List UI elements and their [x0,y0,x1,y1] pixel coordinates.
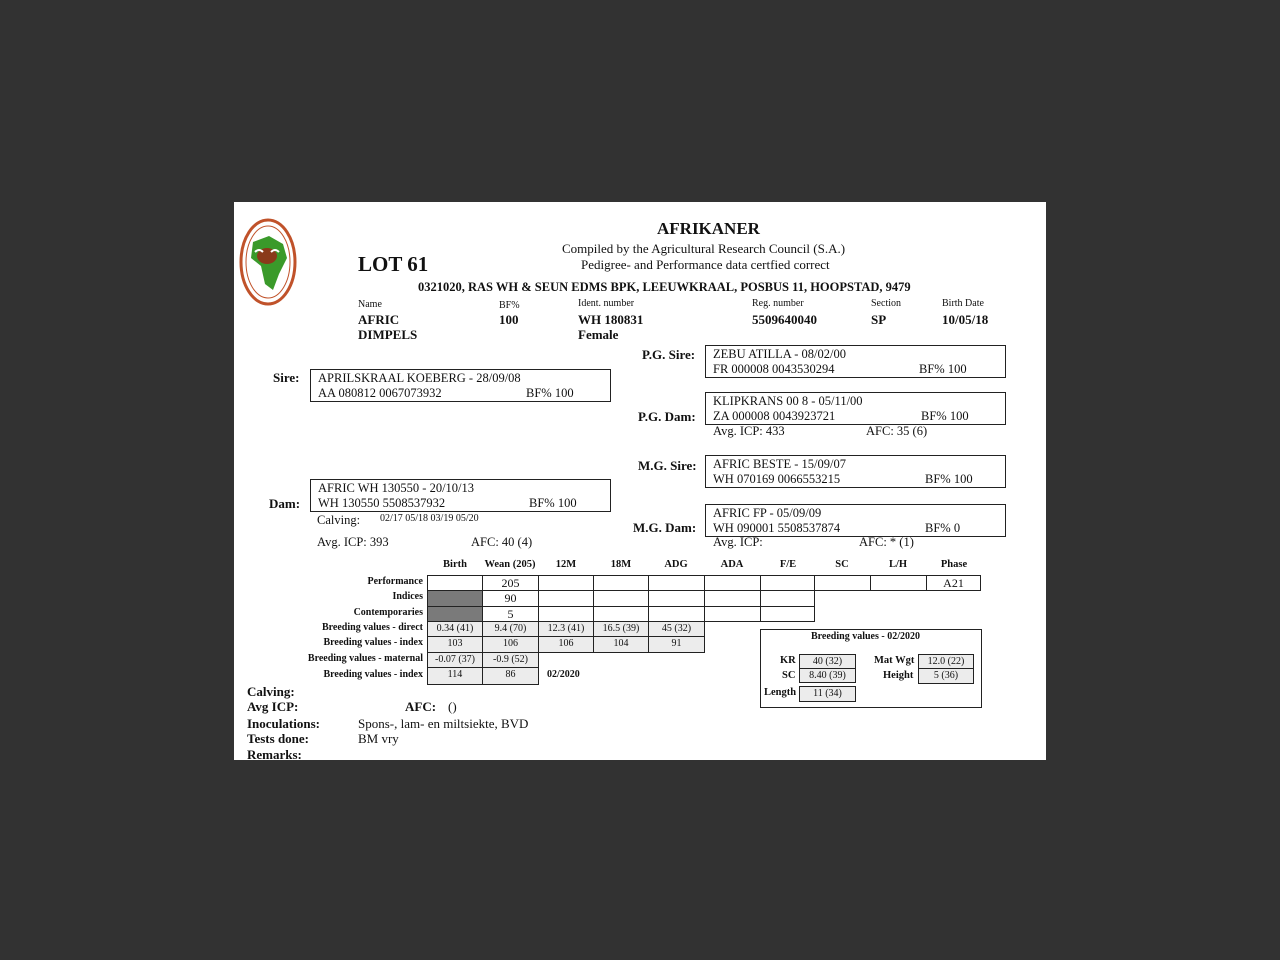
lot-number: LOT 61 [358,252,429,276]
row-label: Indices [392,591,423,602]
birth-label: Birth Date [942,298,984,309]
pg-sire-bf: BF% 100 [919,362,967,376]
bv-index-wean: 106 [482,636,539,653]
inoculations-value: Spons-, lam- en miltsiekte, BVD [358,716,529,731]
birth-value: 10/05/18 [942,312,989,327]
sire-bf: BF% 100 [526,386,574,400]
dam-box [310,479,611,512]
dam-bf: BF% 100 [529,496,577,510]
performance-phase-cell: A21 [926,575,981,591]
dam-afc: AFC: 40 (4) [471,535,533,549]
mg-dam-line1: AFRIC FP - 05/09/09 [713,506,822,520]
dam-calving-label: Calving: [317,513,361,527]
bv-length-value: 11 (34) [799,686,856,702]
performance-sc-cell [814,575,871,591]
pg-sire-line1: ZEBU ATILLA - 08/02/00 [713,347,846,361]
afc-label: AFC: [405,699,437,714]
performance-lh-cell [870,575,927,591]
name-line2: DIMPELS [358,327,418,342]
pg-sire-box [705,345,1006,378]
bv-index-18m: 104 [593,636,649,653]
performance-birth-cell [427,575,483,591]
bv-date: 02/2020 [547,669,580,680]
mg-sire-line2: WH 070169 0066553215 [713,472,841,486]
mg-sire-box [705,455,1006,488]
column-header: 12M [555,559,577,570]
column-header: ADG [664,559,688,570]
row-label: Contemporaries [353,607,423,618]
ident-label: Ident. number [578,298,635,309]
contemporaries-18m-cell [593,606,649,622]
column-header: F/E [779,559,797,570]
mg-sire-bf: BF% 100 [925,472,973,486]
column-header: Phase [940,559,968,570]
bv-index-adg: 91 [648,636,705,653]
row-label: Breeding values - index [323,669,423,680]
ident-value: WH 180831 [578,312,644,327]
column-header: Wean (205) [484,559,536,570]
section-value: SP [871,312,887,327]
bv-maternal-index-birth: 114 [427,667,483,685]
bv-maternal-wean: -0.9 (52) [482,652,539,668]
indices-adg-cell [648,590,705,607]
pg-dam-line2: ZA 000008 0043923721 [713,409,836,423]
sire-box [310,369,611,402]
pg-dam-icp: Avg. ICP: 433 [713,424,785,438]
contemporaries-adg-cell [648,606,705,622]
row-label: Breeding values - index [323,637,423,648]
calving-label: Calving: [247,684,295,699]
pg-dam-label: P.G. Dam: [638,409,696,424]
bf-value: 100 [499,312,519,327]
dam-calving-value: 02/17 05/18 03/19 05/20 [380,513,479,524]
mg-dam-afc: AFC: * (1) [859,535,914,549]
section-label: Section [871,298,901,309]
avg-icp-label: Avg ICP: [247,699,299,714]
mg-sire-line1: AFRIC BESTE - 15/09/07 [713,457,846,471]
bf-label: BF% [499,300,520,311]
pg-dam-line1: KLIPKRANS 00 8 - 05/11/00 [713,394,863,408]
contemporaries-fe-cell [760,606,815,622]
indices-18m-cell [593,590,649,607]
name-line1: AFRIC [358,312,400,327]
dam-line1: AFRIC WH 130550 - 20/10/13 [318,481,475,495]
bv-index-12m: 106 [538,636,594,653]
tests-done-label: Tests done: [247,731,310,746]
indices-birth-cell [427,590,483,607]
inoculations-label: Inoculations: [247,716,320,731]
breeding-values-box [760,629,982,708]
performance-18m-cell [593,575,649,591]
bv-height-label: Height [883,670,914,681]
pedigree-sheet [234,202,1046,760]
contemporaries-wean-cell: 5 [482,606,539,622]
indices-fe-cell [760,590,815,607]
bv-matwgt-label: Mat Wgt [874,655,915,666]
bv-maternal-birth: -0.07 (37) [427,652,483,668]
society-logo [239,218,297,306]
bv-height-value: 5 (36) [918,668,974,684]
bv-direct-adg: 45 (32) [648,621,705,637]
dam-icp: Avg. ICP: 393 [317,535,389,549]
pg-sire-line2: FR 000008 0043530294 [713,362,835,376]
pg-dam-box [705,392,1006,425]
mg-dam-icp: Avg. ICP: [713,535,763,549]
row-label: Breeding values - direct [321,622,423,633]
performance-fe-cell [760,575,815,591]
bv-index-birth: 103 [427,636,483,653]
mg-dam-bf: BF% 0 [925,521,961,535]
bv-direct-18m: 16.5 (39) [593,621,649,637]
pg-dam-afc: AFC: 35 (6) [866,424,928,438]
performance-ada-cell [704,575,761,591]
row-label: Breeding values - maternal [307,653,423,664]
bv-maternal-index-wean: 86 [482,667,539,685]
owner-line: 0321020, RAS WH & SEUN EDMS BPK, LEEUWKRAAL, POSBUS 11, HOOPSTAD, 9479 [418,280,911,294]
mg-sire-label: M.G. Sire: [638,458,697,473]
contemporaries-12m-cell [538,606,594,622]
mg-dam-box [705,504,1006,537]
remarks-label: Remarks: [247,747,302,760]
column-header: 18M [610,559,632,570]
contemporaries-birth-cell [427,606,483,622]
indices-ada-cell [704,590,761,607]
bv-length-label: Length [764,687,797,698]
mg-dam-line2: WH 090001 5508537874 [713,521,841,535]
performance-adg-cell [648,575,705,591]
dam-line2: WH 130550 5508537932 [318,496,446,510]
column-header: L/H [888,559,908,570]
tests-done-value: BM vry [358,731,399,746]
afc-value: () [448,699,457,714]
sex-value: Female [578,327,619,342]
bv-direct-12m: 12.3 (41) [538,621,594,637]
mg-dam-label: M.G. Dam: [633,520,697,535]
bv-kr-label: KR [780,655,796,666]
contemporaries-ada-cell [704,606,761,622]
indices-wean-cell: 90 [482,590,539,607]
reg-label: Reg. number [752,298,804,309]
sire-line1: APRILSKRAAL KOEBERG - 28/09/08 [318,371,521,385]
pg-dam-bf: BF% 100 [921,409,969,423]
sire-label: Sire: [273,370,300,385]
bv-matwgt-value: 12.0 (22) [918,654,974,669]
bv-sc-value: 8.40 (39) [799,668,856,683]
bv-box-title: Breeding values - 02/2020 [811,631,920,642]
row-label: Performance [367,576,423,587]
dam-label: Dam: [269,496,301,511]
performance-wean-cell: 205 [482,575,539,591]
performance-12m-cell [538,575,594,591]
column-header: SC [835,559,849,570]
bv-direct-wean: 9.4 (70) [482,621,539,637]
column-header: ADA [720,559,744,570]
pg-sire-label: P.G. Sire: [642,347,696,362]
bv-kr-value: 40 (32) [799,654,856,669]
indices-12m-cell [538,590,594,607]
bv-direct-birth: 0.34 (41) [427,621,483,637]
sire-line2: AA 080812 0067073932 [318,386,442,400]
certified-note: Pedigree- and Performance data certfied correct [581,257,830,272]
compiled-by: Compiled by the Agricultural Research Council (S.A.) [562,241,846,256]
breed-title: AFRIKANER [657,219,760,238]
reg-value: 5509640040 [752,312,817,327]
bv-sc-label: SC [782,670,796,681]
name-label: Name [358,299,382,310]
column-header: Birth [443,559,467,570]
